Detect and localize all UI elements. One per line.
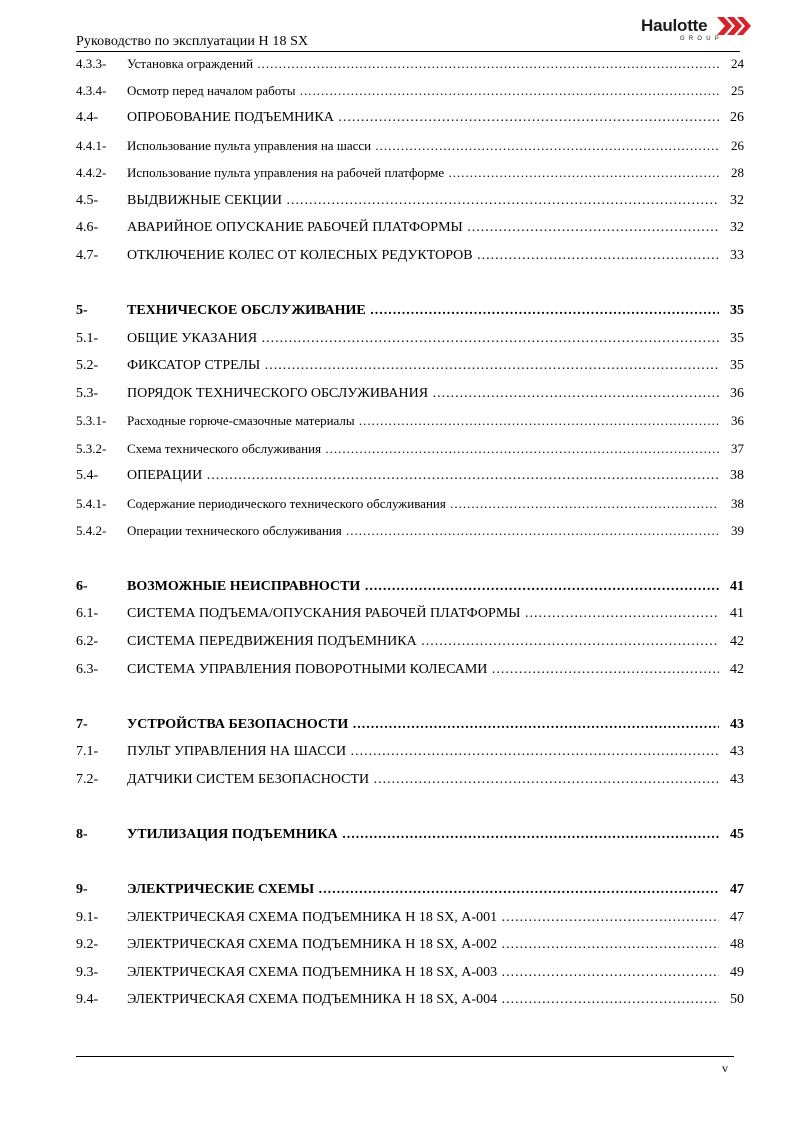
toc-entry-title: УСТРОЙСТВА БЕЗОПАСНОСТИ ..... — [127, 715, 719, 735]
toc-entry-title: ОБЩИЕ УКАЗАНИЯ ..... — [127, 329, 719, 349]
toc-entry-number: 4.3.4- — [76, 83, 107, 98]
toc-entry-number: 5.1- — [76, 331, 99, 346]
toc-entry-number: 4.4- — [76, 110, 99, 125]
toc-entry-title: СИСТЕМА ПЕРЕДВИЖЕНИЯ ПОДЪЕМНИКА ..... — [127, 632, 719, 652]
toc-entry-number: 9.1- — [76, 910, 99, 925]
toc-entry-page: 32 — [730, 193, 744, 208]
toc-entry-title: Операции технического обслуживания ..... — [127, 521, 719, 541]
toc-entry-page: 36 — [730, 386, 744, 401]
toc-entry-title: Установка ограждений ..... — [127, 54, 719, 74]
toc-entry-page: 43 — [730, 717, 744, 732]
toc-entry-number: 4.5- — [76, 193, 99, 208]
toc-entry-number: 9.2- — [76, 937, 99, 952]
toc-entry-number: 5.4- — [76, 468, 99, 483]
toc-entry-number: 4.4.1- — [76, 138, 107, 153]
toc-entry-number: 5.3.1- — [76, 413, 107, 428]
toc-entry-number: 5.4.2- — [76, 523, 107, 538]
toc-entry[interactable] — [76, 108, 744, 128]
toc-entry-number: 4.6- — [76, 220, 99, 235]
toc-entry-title: ПОРЯДОК ТЕХНИЧЕСКОГО ОБСЛУЖИВАНИЯ ..... — [127, 384, 719, 404]
toc-entry-title: ВЫДВИЖНЫЕ СЕКЦИИ ..... — [127, 191, 719, 211]
toc-entry[interactable] — [76, 963, 744, 983]
toc-entry-title: ДАТЧИКИ СИСТЕМ БЕЗОПАСНОСТИ ..... — [127, 770, 719, 790]
logo-wordmark: Haulotte — [641, 16, 708, 35]
toc-entry[interactable] — [76, 494, 744, 514]
header-divider — [76, 51, 740, 52]
toc-chapter[interactable] — [76, 577, 744, 597]
logo-group-text: GROUP — [680, 36, 724, 42]
toc-entry-title: ТЕХНИЧЕСКОЕ ОБСЛУЖИВАНИЕ ..... — [127, 301, 719, 321]
toc-entry-page: 41 — [730, 579, 744, 594]
toc-entry-page: 48 — [730, 937, 744, 952]
toc-entry-title: Содержание периодического технического обслуживания ..... — [127, 494, 719, 514]
toc-entry-title: ФИКСАТОР СТРЕЛЫ ..... — [127, 356, 719, 376]
toc-entry-number: 6- — [76, 579, 88, 594]
toc-chapter[interactable] — [76, 301, 744, 321]
toc-entry-number: 9- — [76, 882, 88, 897]
toc-entry[interactable] — [76, 163, 744, 183]
footer-divider — [76, 1056, 734, 1057]
toc-entry-page: 47 — [730, 882, 744, 897]
toc-entry-title: ВОЗМОЖНЫЕ НЕИСПРАВНОСТИ ..... — [127, 577, 719, 597]
toc-entry[interactable] — [76, 990, 744, 1010]
toc-entry-title: Схема технического обслуживания ..... — [127, 439, 719, 459]
toc-entry-page: 36 — [731, 413, 744, 428]
toc-entry-title: ЭЛЕКТРИЧЕСКАЯ СХЕМА ПОДЪЕМНИКА Н 18 SX, А-004 ..... — [127, 990, 719, 1010]
toc-entry-page: 38 — [730, 468, 744, 483]
toc-entry-number: 5- — [76, 303, 88, 318]
toc-entry[interactable] — [76, 54, 744, 74]
chevron-logo-icon — [717, 17, 751, 35]
toc-entry-number: 9.3- — [76, 965, 99, 980]
toc-entry-number: 4.7- — [76, 248, 99, 263]
toc-entry[interactable] — [76, 81, 744, 101]
toc-entry-title: СИСТЕМА УПРАВЛЕНИЯ ПОВОРОТНЫМИ КОЛЕСАМИ ..... — [127, 660, 719, 680]
toc-entry[interactable] — [76, 770, 744, 790]
toc-entry-page: 32 — [730, 220, 744, 235]
toc-entry[interactable] — [76, 521, 744, 541]
toc-entry[interactable] — [76, 660, 744, 680]
toc-entry-page: 45 — [730, 827, 744, 842]
toc-entry[interactable] — [76, 218, 744, 238]
toc-entry[interactable] — [76, 329, 744, 349]
toc-entry-page: 24 — [731, 56, 744, 71]
toc-entry-page: 42 — [730, 662, 744, 677]
toc-entry-page: 50 — [730, 992, 744, 1007]
toc-entry-number: 6.2- — [76, 634, 99, 649]
toc-chapter[interactable] — [76, 715, 744, 735]
toc-entry-title: ЭЛЕКТРИЧЕСКАЯ СХЕМА ПОДЪЕМНИКА Н 18 SX, А-003 ..... — [127, 963, 719, 983]
toc-entry[interactable] — [76, 908, 744, 928]
page-number: v — [722, 1061, 728, 1075]
toc-entry[interactable] — [76, 356, 744, 376]
toc-entry-title: Использование пульта управления на шасси ..... — [127, 136, 719, 156]
toc-entry-page: 35 — [730, 331, 744, 346]
toc-entry-title: Расходные горюче-смазочные материалы ..... — [127, 411, 719, 431]
toc-entry[interactable] — [76, 411, 744, 431]
toc-entry-page: 38 — [731, 496, 744, 511]
toc-entry[interactable] — [76, 466, 744, 486]
toc-entry-title: Использование пульта управления на рабочей платформе ..... — [127, 163, 719, 183]
toc-entry-page: 26 — [731, 138, 744, 153]
toc-entry-number: 5.2- — [76, 358, 99, 373]
toc-entry-number: 5.4.1- — [76, 496, 107, 511]
toc-entry-number: 8- — [76, 827, 88, 842]
toc-entry-title: ЭЛЕКТРИЧЕСКАЯ СХЕМА ПОДЪЕМНИКА Н 18 SX, А-002 ..... — [127, 935, 719, 955]
toc-entry-number: 6.3- — [76, 662, 99, 677]
toc-entry-page: 33 — [730, 248, 744, 263]
toc-entry-number: 4.3.3- — [76, 56, 107, 71]
toc-entry[interactable] — [76, 439, 744, 459]
toc-entry-page: 37 — [731, 441, 744, 456]
toc-entry-title: УТИЛИЗАЦИЯ ПОДЪЕМНИКА ..... — [127, 825, 719, 845]
toc-entry[interactable] — [76, 742, 744, 762]
toc-entry-title: ОТКЛЮЧЕНИЕ КОЛЕС ОТ КОЛЕСНЫХ РЕДУКТОРОВ ..... — [127, 246, 719, 266]
toc-entry-page: 43 — [730, 744, 744, 759]
toc-entry-number: 7.1- — [76, 744, 99, 759]
toc-entry[interactable] — [76, 246, 744, 266]
toc-entry-title: СИСТЕМА ПОДЪЕМА/ОПУСКАНИЯ РАБОЧЕЙ ПЛАТФОРМЫ ..... — [127, 604, 719, 624]
toc-entry[interactable] — [76, 632, 744, 652]
toc-entry-page: 39 — [731, 523, 744, 538]
toc-chapter[interactable] — [76, 825, 744, 845]
toc-entry-page: 43 — [730, 772, 744, 787]
toc-entry-page: 26 — [730, 110, 744, 125]
toc-entry[interactable] — [76, 191, 744, 211]
toc-entry-number: 7.2- — [76, 772, 99, 787]
document-header-title: Руководство по эксплуатации Н 18 SX — [76, 34, 309, 49]
haulotte-logo — [640, 16, 752, 48]
toc-entry[interactable] — [76, 935, 744, 955]
toc-entry-page: 42 — [730, 634, 744, 649]
toc-entry-number: 5.3.2- — [76, 441, 107, 456]
toc-entry-title: ОПЕРАЦИИ ..... — [127, 466, 719, 486]
toc-entry-title: ЭЛЕКТРИЧЕСКИЕ СХЕМЫ ..... — [127, 880, 719, 900]
toc-entry-title: АВАРИЙНОЕ ОПУСКАНИЕ РАБОЧЕЙ ПЛАТФОРМЫ ..... — [127, 218, 719, 238]
toc-entry-number: 9.4- — [76, 992, 99, 1007]
toc-entry-page: 47 — [730, 910, 744, 925]
toc-entry-number: 6.1- — [76, 606, 99, 621]
toc-entry-number: 5.3- — [76, 386, 99, 401]
toc-entry-page: 35 — [730, 303, 744, 318]
toc-entry[interactable] — [76, 136, 744, 156]
toc-entry[interactable] — [76, 604, 744, 624]
toc-entry-title: Осмотр перед началом работы ..... — [127, 81, 719, 101]
toc-entry-page: 35 — [730, 358, 744, 373]
toc-entry[interactable] — [76, 384, 744, 404]
toc-entry-page: 41 — [730, 606, 744, 621]
toc-entry-number: 4.4.2- — [76, 165, 107, 180]
toc-chapter[interactable] — [76, 880, 744, 900]
toc-entry-number: 7- — [76, 717, 88, 732]
toc-entry-title: ОПРОБОВАНИЕ ПОДЪЕМНИКА ..... — [127, 108, 719, 128]
toc-entry-page: 28 — [731, 165, 744, 180]
toc-entry-title: ПУЛЬТ УПРАВЛЕНИЯ НА ШАССИ ..... — [127, 742, 719, 762]
toc-entry-page: 49 — [730, 965, 744, 980]
toc-entry-title: ЭЛЕКТРИЧЕСКАЯ СХЕМА ПОДЪЕМНИКА Н 18 SX, А-001 ..... — [127, 908, 719, 928]
toc-entry-page: 25 — [731, 83, 744, 98]
